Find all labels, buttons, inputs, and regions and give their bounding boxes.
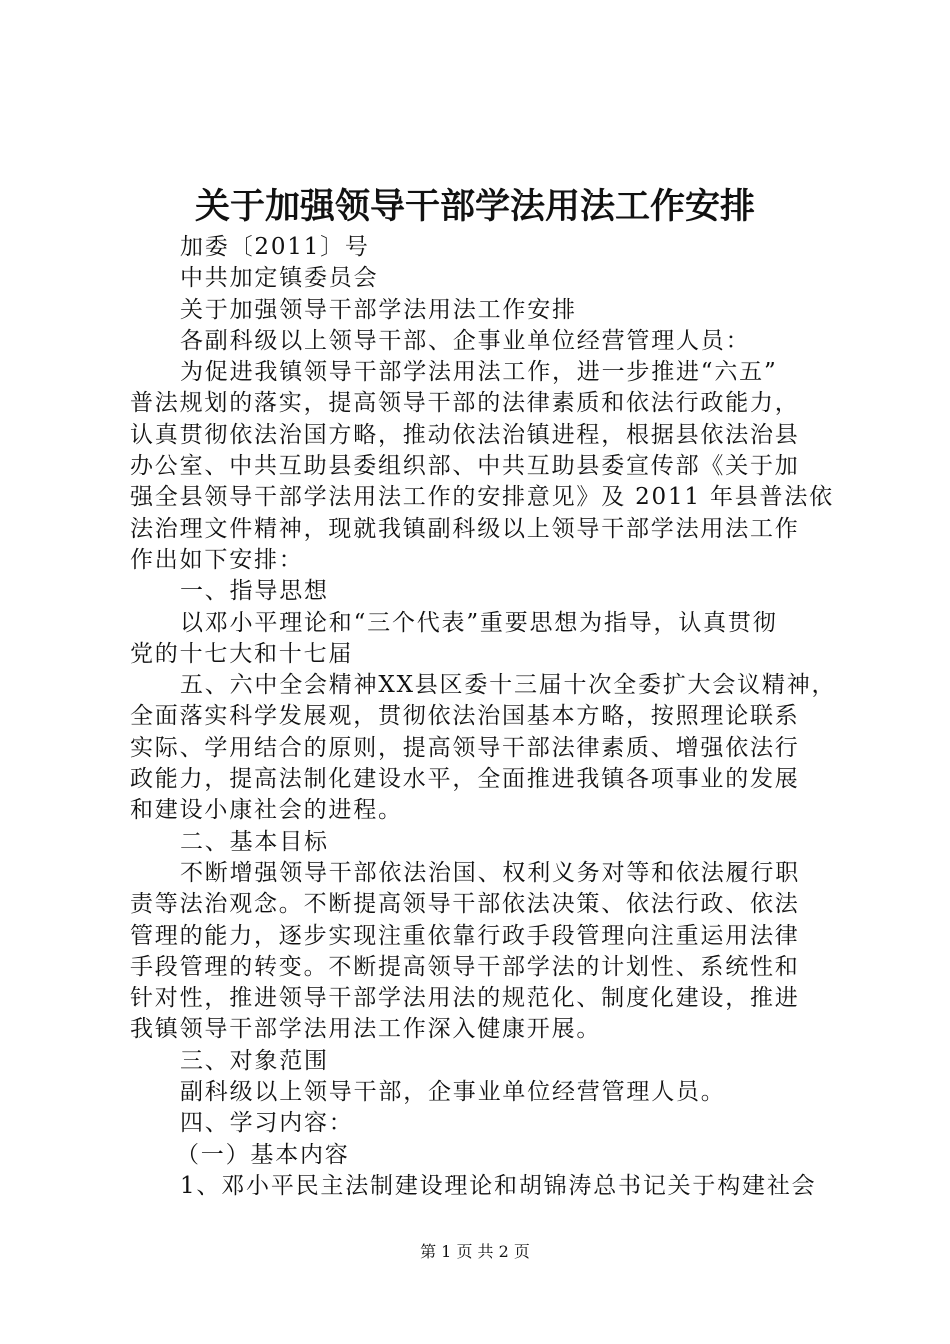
section-heading: 三、对象范围	[180, 1047, 329, 1074]
section-heading: 二、基本目标	[180, 828, 329, 855]
subtitle-line: 关于加强领导干部学法用法工作安排	[180, 296, 577, 323]
paragraph-line: 针对性，推进领导干部学法用法的规范化、制度化建设，推进	[130, 985, 800, 1012]
paragraph-line: 强全县领导干部学法用法工作的安排意见》及 2011 年县普法依	[130, 484, 834, 511]
paragraph-line: 实际、学用结合的原则，提高领导干部法律素质、增强依法行	[130, 734, 800, 761]
document-body	[130, 232, 837, 1202]
paragraph-line: 全面落实科学发展观，贯彻依法治国基本方略，按照理论联系	[130, 703, 800, 730]
paragraph-line: 法治理文件精神，现就我镇副科级以上领导干部学法用法工作	[130, 515, 800, 542]
paragraph-line: 办公室、中共互助县委组织部、中共互助县委宣传部《关于加	[130, 453, 800, 480]
section-heading: 一、指导思想	[180, 578, 329, 605]
paragraph-line: 责等法治观念。不断提高领导干部依法决策、依法行政、依法	[130, 891, 800, 918]
paragraph-line: 和建设小康社会的进程。	[130, 797, 403, 824]
document-number: 加委〔2011〕号	[180, 234, 370, 260]
paragraph-line: 我镇领导干部学法用法工作深入健康开展。	[130, 1016, 602, 1043]
salutation-line: 各副科级以上领导干部、企事业单位经营管理人员：	[180, 327, 751, 354]
page-footer: 第 1 页 共 2 页	[420, 1242, 530, 1261]
subsection-heading: （一）基本内容	[176, 1141, 350, 1168]
paragraph-line: 政能力，提高法制化建设水平，全面推进我镇各项事业的发展	[130, 766, 800, 793]
paragraph-line: 以邓小平理论和“三个代表”重要思想为指导，认真贯彻	[180, 609, 778, 636]
paragraph-line: 不断增强领导干部依法治国、权利义务对等和依法履行职	[180, 859, 800, 886]
document-title: 关于加强领导干部学法用法工作安排	[194, 187, 755, 227]
paragraph-line: 认真贯彻依法治国方略，推动依法治镇进程，根据县依法治县	[130, 421, 800, 448]
paragraph-line: 1、邓小平民主法制建设理论和胡锦涛总书记关于构建社会	[180, 1172, 817, 1199]
paragraph-line: 五、六中全会精神XX县区委十三届十次全委扩大会议精神，	[180, 672, 837, 699]
section-heading: 四、学习内容：	[180, 1110, 354, 1137]
paragraph-line: 党的十七大和十七届	[130, 640, 354, 667]
paragraph-line: 手段管理的转变。不断提高领导干部学法的计划性、系统性和	[130, 953, 800, 980]
issuer-line: 中共加定镇委员会	[180, 265, 379, 292]
paragraph-line: 普法规划的落实，提高领导干部的法律素质和依法行政能力，	[130, 390, 800, 417]
paragraph-line: 副科级以上领导干部，企事业单位经营管理人员。	[180, 1079, 726, 1106]
paragraph-line: 为促进我镇领导干部学法用法工作，进一步推进“六五”	[180, 359, 778, 386]
paragraph-line: 作出如下安排：	[130, 546, 304, 573]
paragraph-line: 管理的能力，逐步实现注重依靠行政手段管理向注重运用法律	[130, 922, 800, 949]
